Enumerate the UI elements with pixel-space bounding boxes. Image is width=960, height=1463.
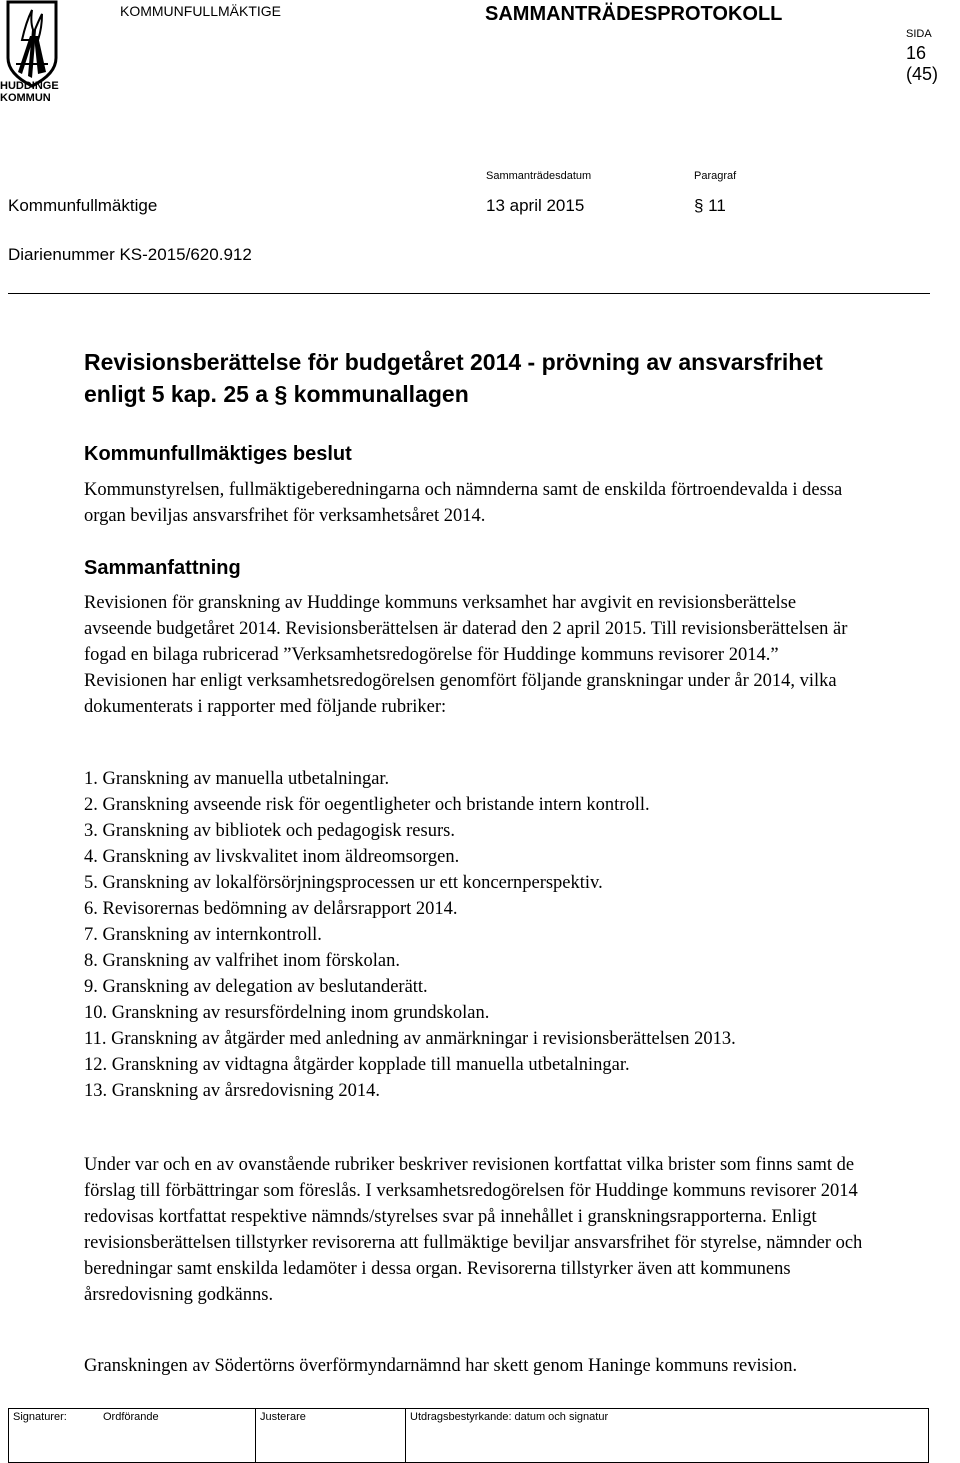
signature-box — [8, 1408, 929, 1463]
list-item: 4. Granskning av livskvalitet inom äldreomsorgen. — [84, 847, 460, 867]
ordforande-field: Ordförande — [103, 1411, 159, 1423]
sammanfattning-text: Revisionen för granskning av Huddinge kommuns verksamhet har avgivit en revisionsberättelse avseende budgetåret 2014. Revisionsberättelsen är daterad den 2 april 2015. Till revisionsberättelsen är fogad en bilaga rubricerad ”Verksamhetsredogörelse för Huddinge kommuns revisorer 2014.” Revisionen har enligt verksamhetsredogörelsen genomfört följande granskningar under år 2014, vilka dokumenterats i rapporter med följande rubriker: — [84, 593, 848, 717]
paragraph-number: § 11 — [694, 196, 726, 215]
paragraph-label: Paragraf — [694, 170, 737, 182]
huddinge-logo — [0, 0, 64, 108]
list-item: 13. Granskning av årsredovisning 2014. — [84, 1081, 380, 1101]
list-item: 9. Granskning av delegation av beslutanderätt. — [84, 977, 428, 997]
list-item: 12. Granskning av vidtagna åtgärder kopplade till manuella utbetalningar. — [84, 1055, 630, 1075]
list-item: 7. Granskning av internkontroll. — [84, 925, 322, 945]
list-item: 10. Granskning av resursfördelning inom grundskolan. — [84, 1003, 490, 1023]
organ-name: KOMMUNFULLMÄKTIGE — [120, 3, 282, 19]
meeting-body: Kommunfullmäktige — [8, 196, 158, 215]
paragraph-3: Granskningen av Södertörns överförmyndarnämnd har skett genom Haninge kommuns revision. — [84, 1356, 798, 1376]
list-item: 3. Granskning av bibliotek och pedagogisk resurs. — [84, 821, 455, 841]
sammanfattning-heading: Sammanfattning — [84, 557, 241, 579]
logo-text-line2: KOMMUN — [0, 92, 51, 104]
list-item: 6. Revisorernas bedömning av delårsrapport 2014. — [84, 899, 458, 919]
document-type: SAMMANTRÄDESPROTOKOLL — [485, 3, 783, 25]
page-label: SIDA — [906, 28, 932, 40]
beslut-text: Kommunstyrelsen, fullmäktigeberedningarna och nämnderna samt de enskilda förtroendevalda i dessa organ beviljas ansvarsfrihet för verksamhetsåret 2014. — [84, 480, 843, 526]
beslut-heading: Kommunfullmäktiges beslut — [84, 443, 352, 465]
list-item: 2. Granskning avseende risk för oegentligheter och bristande intern kontroll. — [84, 795, 650, 815]
list-item: 11. Granskning av åtgärder med anledning av anmärkningar i revisionsberättelsen 2013. — [84, 1029, 736, 1049]
meeting-date: 13 april 2015 — [486, 196, 585, 215]
granskning-list — [84, 766, 884, 1104]
list-item: 8. Granskning av valfrihet inom förskolan. — [84, 951, 400, 971]
header-divider — [8, 293, 930, 294]
date-label: Sammanträdesdatum — [486, 170, 592, 182]
list-item: 5. Granskning av lokalförsörjningsprocessen ur ett koncernperspektiv. — [84, 873, 603, 893]
logo-text-line1: HUDDINGE — [0, 80, 59, 92]
diarienummer: Diarienummer KS-2015/620.912 — [8, 245, 252, 264]
page-number: 16 (45) — [906, 43, 939, 84]
justerare-field: Justerare — [255, 1409, 405, 1462]
paragraph-2: Under var och en av ovanstående rubriker beskriver revisionen kortfattat vilka brister som finns samt de förslag till förbättringar som föreslås. I verksamhetsredogörelsen för Huddinge kommuns revisorer 2014 redovisas kortfattat respektive nämnds/styrelses svar på innehållet i granskningsrapporterna. Enligt revisionsberättelsen tillstyrker revisorerna att fullmäktige beviljar ansvarsfrihet för styrelse, nämnder och beredningar samt enskilda ledamöter i dessa organ. Revisorerna tillstyrker även att kommunens årsredovisning godkänns. — [84, 1155, 863, 1305]
list-item: 1. Granskning av manuella utbetalningar. — [84, 769, 390, 789]
page-title: Revisionsberättelse för budgetåret 2014 - prövning av ansvarsfrihet enligt 5 kap. 25 a § kommunallagen — [84, 349, 823, 407]
signaturer-label: Signaturer: — [13, 1411, 67, 1423]
utdrag-field: Utdragsbestyrkande: datum och signatur — [405, 1409, 928, 1462]
